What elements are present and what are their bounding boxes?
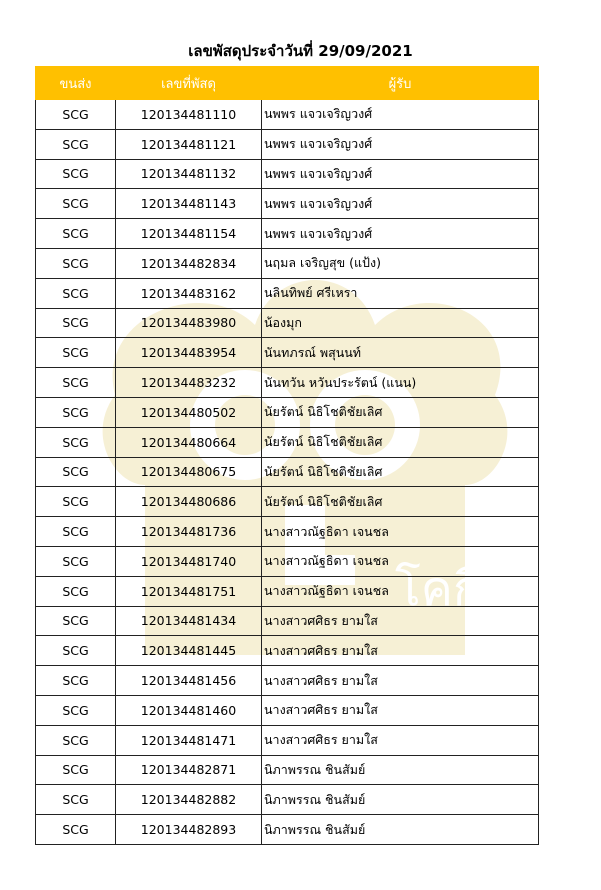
tracking-number-cell: 120134481434 — [116, 606, 262, 636]
recipient-cell: นิภาพรรณ ชินสัมย์ — [262, 785, 539, 815]
table-row — [36, 755, 539, 785]
carrier-cell: SCG — [36, 189, 116, 219]
tracking-number-cell: 120134480675 — [116, 457, 262, 487]
tracking-number-cell: 120134481740 — [116, 546, 262, 576]
recipient-cell: นิภาพรรณ ชินสัมย์ — [262, 815, 539, 845]
recipient-cell: นางสาวศศิธร ยามใส — [262, 666, 539, 696]
tracking-number-cell: 120134480664 — [116, 427, 262, 457]
carrier-cell: SCG — [36, 785, 116, 815]
table-row — [36, 815, 539, 845]
recipient-cell: นางสาวณัฐธิดา เจนชล — [262, 546, 539, 576]
tracking-number-cell: 120134482871 — [116, 755, 262, 785]
carrier-cell: SCG — [36, 725, 116, 755]
table-row — [36, 546, 539, 576]
table-row — [36, 397, 539, 427]
watermark-text: โคกี้ — [395, 561, 482, 617]
recipient-cell: นฤมล เจริญสุข (แป้ง) — [262, 248, 539, 278]
tracking-number-cell: 120134481751 — [116, 576, 262, 606]
carrier-cell: SCG — [36, 397, 116, 427]
table-row — [36, 219, 539, 249]
page-title: เลขพัสดุประจำวันที่ 29/09/2021 — [188, 42, 413, 60]
recipient-cell: นัยรัตน์ นิธิโชติชัยเลิศ — [262, 427, 539, 457]
column-header-recipient: ผู้รับ — [262, 67, 539, 100]
column-header-carrier: ขนส่ง — [36, 67, 116, 100]
parcel-table — [35, 66, 539, 845]
recipient-cell: นพพร แจวเจริญวงศ์ — [262, 159, 539, 189]
recipient-cell: นันทภรณ์ พสุนนท์ — [262, 338, 539, 368]
recipient-cell: นางสาวณัฐธิดา เจนชล — [262, 517, 539, 547]
recipient-cell: นางสาวศศิธร ยามใส — [262, 725, 539, 755]
recipient-cell: นพพร แจวเจริญวงศ์ — [262, 189, 539, 219]
table-row — [36, 159, 539, 189]
table-row — [36, 457, 539, 487]
table-row — [36, 517, 539, 547]
tracking-number-cell: 120134482882 — [116, 785, 262, 815]
tracking-number-cell: 120134482834 — [116, 248, 262, 278]
carrier-cell: SCG — [36, 368, 116, 398]
column-header-tracking: เลขที่พัสดุ — [116, 67, 262, 100]
carrier-cell: SCG — [36, 666, 116, 696]
table-row — [36, 100, 539, 130]
carrier-cell: SCG — [36, 100, 116, 130]
carrier-cell: SCG — [36, 636, 116, 666]
recipient-cell: นางสาวศศิธร ยามใส — [262, 606, 539, 636]
table-row — [36, 427, 539, 457]
recipient-cell: นางสาวศศิธร ยามใส — [262, 695, 539, 725]
tracking-number-cell: 120134481132 — [116, 159, 262, 189]
tracking-number-cell: 120134481445 — [116, 636, 262, 666]
carrier-cell: SCG — [36, 517, 116, 547]
tracking-number-cell: 120134481154 — [116, 219, 262, 249]
table-row — [36, 338, 539, 368]
carrier-cell: SCG — [36, 427, 116, 457]
table-row — [36, 189, 539, 219]
recipient-cell: นางสาวณัฐธิดา เจนชล — [262, 576, 539, 606]
carrier-cell: SCG — [36, 129, 116, 159]
recipient-cell: นันทวัน หวันประรัตน์ (แนน) — [262, 368, 539, 398]
table-row — [36, 785, 539, 815]
carrier-cell: SCG — [36, 576, 116, 606]
tracking-number-cell: 120134483954 — [116, 338, 262, 368]
carrier-cell: SCG — [36, 695, 116, 725]
tracking-number-cell: 120134481143 — [116, 189, 262, 219]
carrier-cell: SCG — [36, 606, 116, 636]
carrier-cell: SCG — [36, 487, 116, 517]
recipient-cell: นพพร แจวเจริญวงศ์ — [262, 129, 539, 159]
table-row — [36, 487, 539, 517]
table-header-row — [36, 67, 539, 100]
recipient-cell: นพพร แจวเจริญวงศ์ — [262, 219, 539, 249]
carrier-cell: SCG — [36, 159, 116, 189]
carrier-cell: SCG — [36, 755, 116, 785]
carrier-cell: SCG — [36, 546, 116, 576]
recipient-cell: นัยรัตน์ นิธิโชติชัยเลิศ — [262, 397, 539, 427]
carrier-cell: SCG — [36, 219, 116, 249]
tracking-number-cell: 120134480502 — [116, 397, 262, 427]
tracking-number-cell: 120134481110 — [116, 100, 262, 130]
tracking-number-cell: 120134481736 — [116, 517, 262, 547]
table-row — [36, 725, 539, 755]
tracking-number-cell: 120134483232 — [116, 368, 262, 398]
recipient-cell: นพพร แจวเจริญวงศ์ — [262, 100, 539, 130]
recipient-cell: นิภาพรรณ ชินสัมย์ — [262, 755, 539, 785]
carrier-cell: SCG — [36, 308, 116, 338]
table-row — [36, 368, 539, 398]
table-row — [36, 129, 539, 159]
table-row — [36, 606, 539, 636]
tracking-number-cell: 120134483980 — [116, 308, 262, 338]
carrier-cell: SCG — [36, 815, 116, 845]
recipient-cell: น้องมุก — [262, 308, 539, 338]
tracking-number-cell: 120134481456 — [116, 666, 262, 696]
recipient-cell: นางสาวศศิธร ยามใส — [262, 636, 539, 666]
table-body — [36, 100, 539, 845]
tracking-number-cell: 120134481471 — [116, 725, 262, 755]
carrier-cell: SCG — [36, 457, 116, 487]
tracking-number-cell: 120134480686 — [116, 487, 262, 517]
table-row — [36, 308, 539, 338]
table-row — [36, 695, 539, 725]
tracking-number-cell: 120134481121 — [116, 129, 262, 159]
tracking-number-cell: 120134482893 — [116, 815, 262, 845]
carrier-cell: SCG — [36, 338, 116, 368]
table-row — [36, 666, 539, 696]
carrier-cell: SCG — [36, 248, 116, 278]
recipient-cell: นัยรัตน์ นิธิโชติชัยเลิศ — [262, 457, 539, 487]
table-row — [36, 576, 539, 606]
recipient-cell: นลินทิพย์ ศรีเหรา — [262, 278, 539, 308]
tracking-number-cell: 120134481460 — [116, 695, 262, 725]
table-row — [36, 248, 539, 278]
table-row — [36, 278, 539, 308]
carrier-cell: SCG — [36, 278, 116, 308]
recipient-cell: นัยรัตน์ นิธิโชติชัยเลิศ — [262, 487, 539, 517]
tracking-number-cell: 120134483162 — [116, 278, 262, 308]
table-row — [36, 636, 539, 666]
